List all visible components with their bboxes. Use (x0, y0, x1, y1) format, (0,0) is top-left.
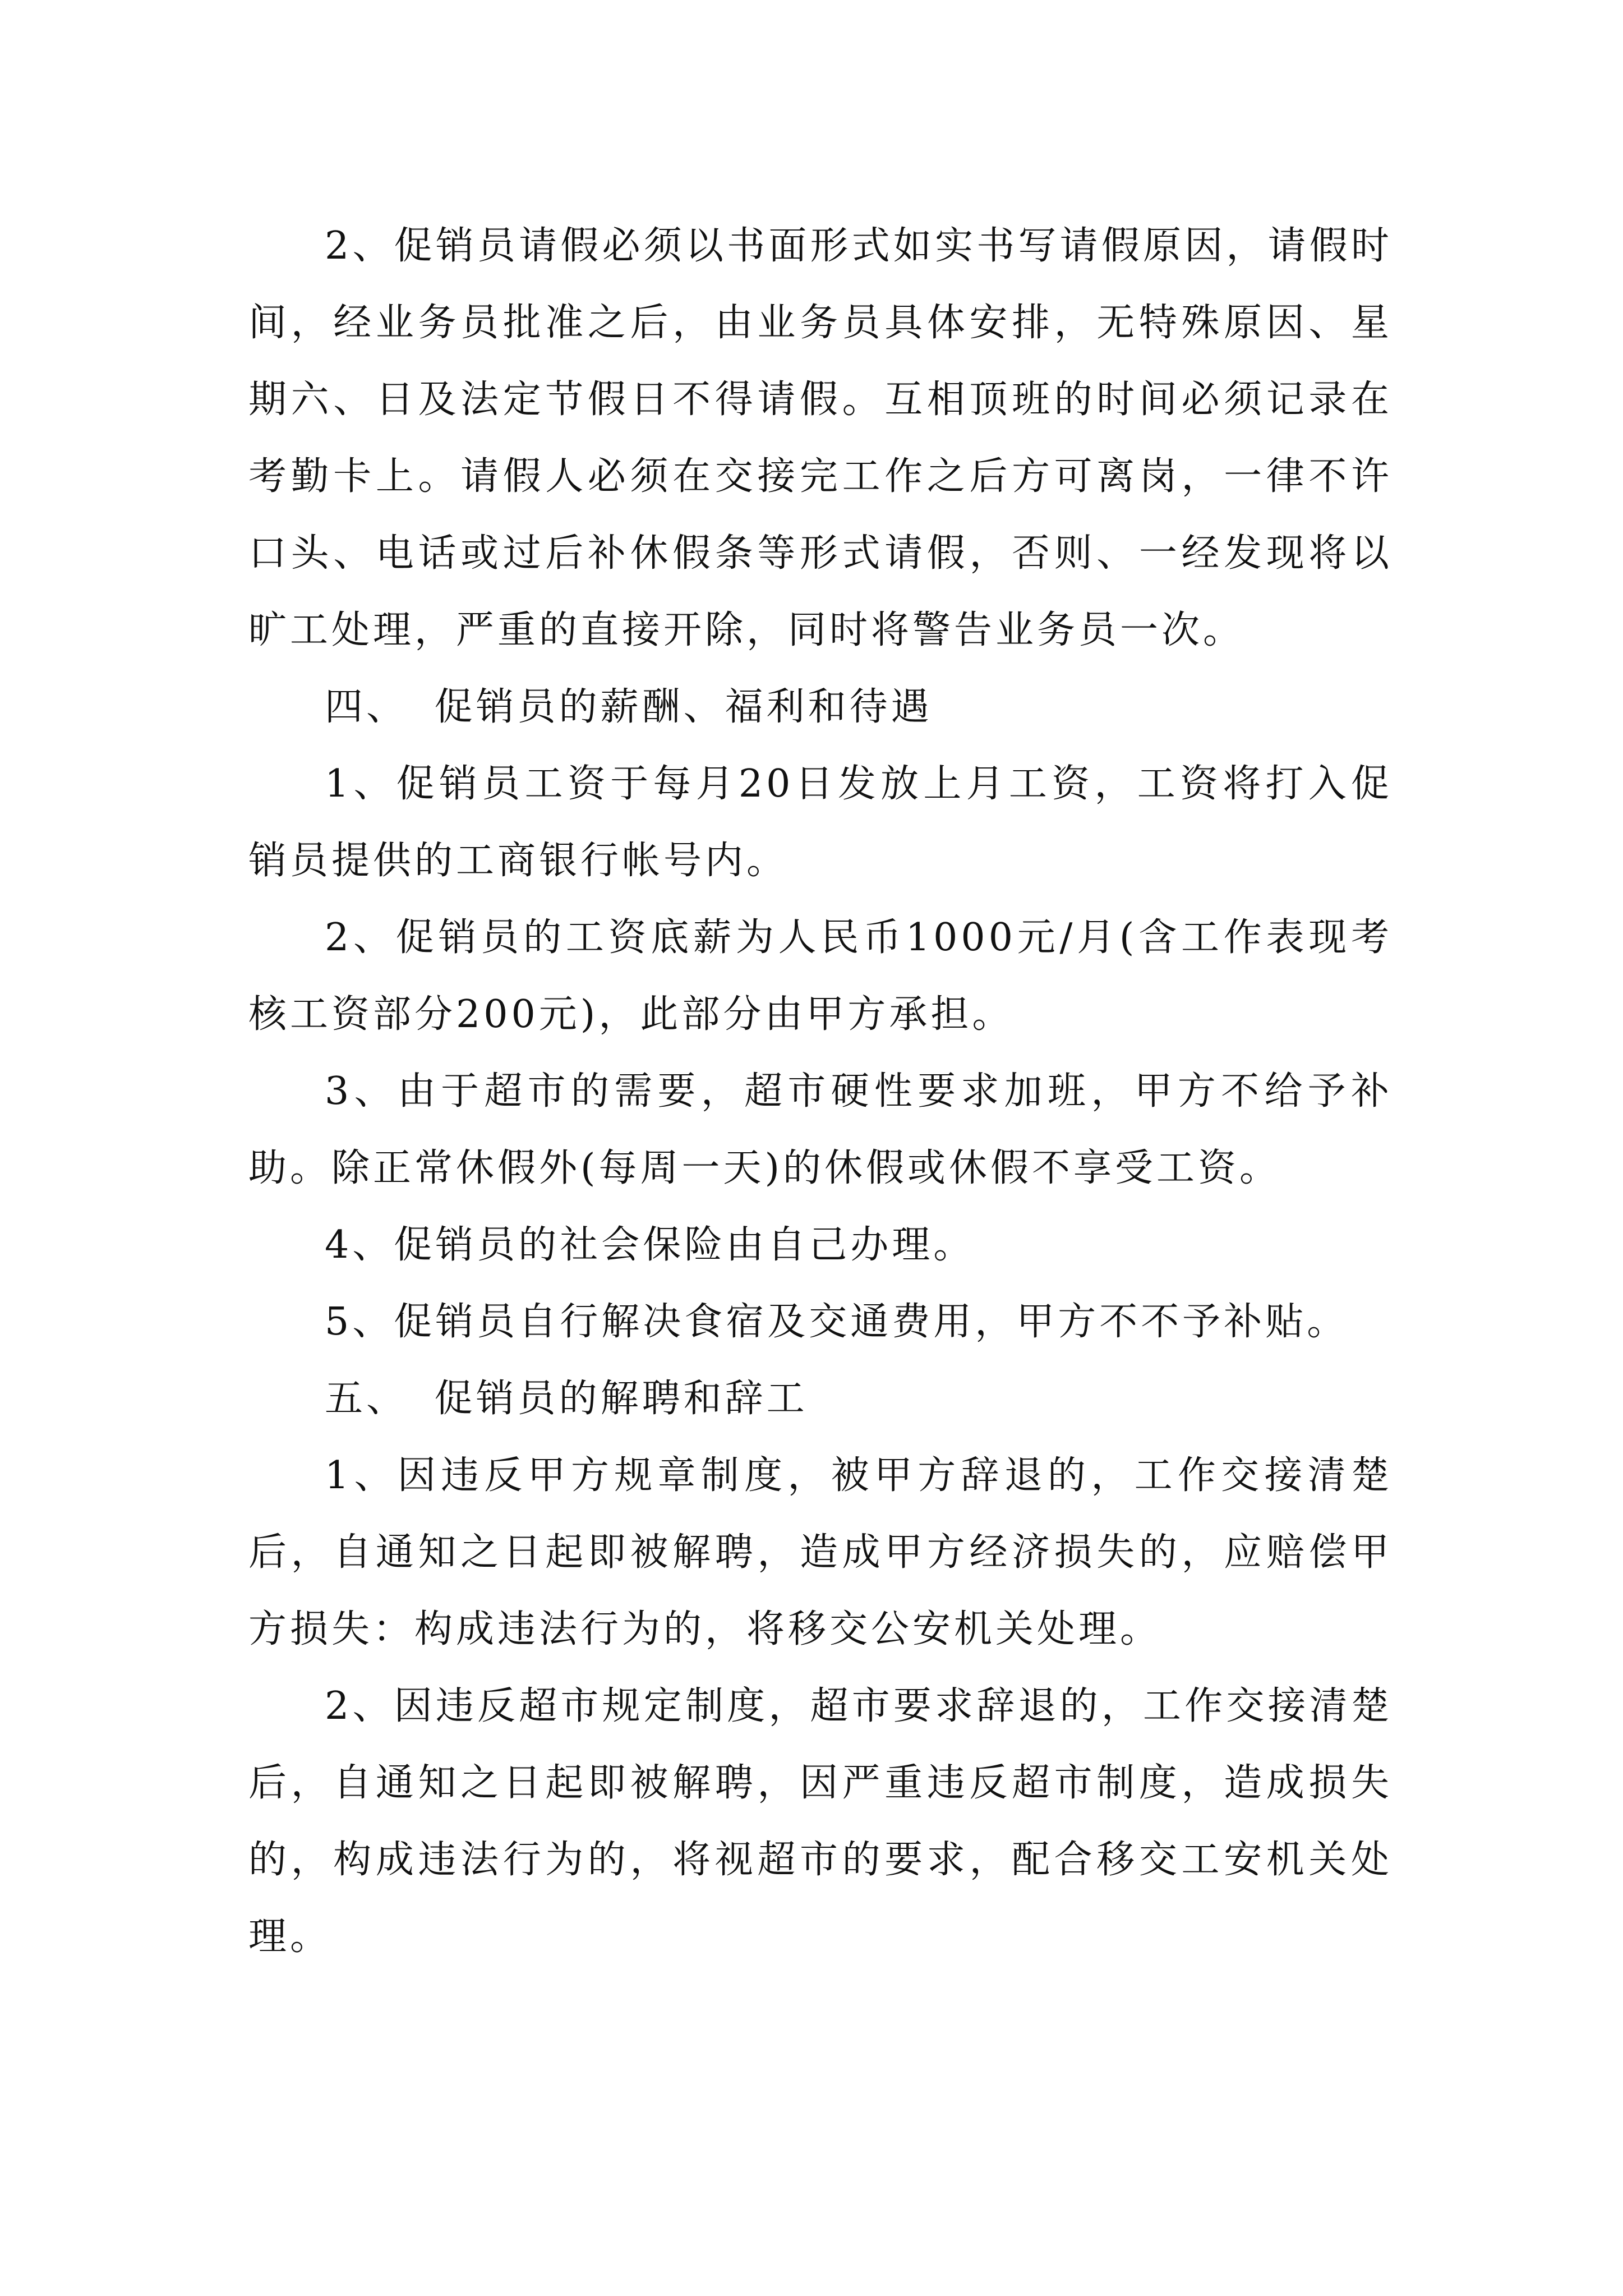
paragraph-dismissal-party-a: 1、因违反甲方规章制度，被甲方辞退的，工作交接清楚后，自通知之日起即被解聘，造成甲方经济损失的，应赔偿甲方损失：构成违法行为的，将移交公安机关处理。 (248, 1453, 1393, 1651)
paragraph-dismissal-supermarket: 2、因违反超市规定制度，超市要求辞退的，工作交接清楚后，自通知之日起即被解聘，因严重违反超市制度，造成损失的，构成违法行为的，将视超市的要求，配合移交工安机关处理。 (248, 1684, 1393, 1959)
paragraph-overtime: 3、由于超市的需要，超市硬性要求加班，甲方不给予补助。除正常休假外(每周一天)的休假或休假不享受工资。 (248, 1069, 1393, 1190)
paragraph-food-transport: 5、促销员自行解决食宿及交通费用，甲方不不予补贴。 (325, 1300, 1349, 1344)
document-body (248, 208, 1393, 1975)
paragraph-salary-payment: 1、促销员工资于每月20日发放上月工资，工资将打入促销员提供的工商银行帐号内。 (248, 762, 1393, 883)
paragraph-base-salary: 2、促销员的工资底薪为人民币1000元/月(含工作表现考核工资部分200元)，此部分由甲方承担。 (248, 915, 1393, 1037)
section-heading-salary-benefits: 四、 促销员的薪酬、福利和待遇 (325, 685, 933, 729)
section-heading-dismissal-resignation: 五、 促销员的解聘和辞工 (325, 1377, 808, 1421)
paragraph-leave-request: 2、促销员请假必须以书面形式如实书写请假原因，请假时间，经业务员批准之后，由业务员具体安排，无特殊原因、星期六、日及法定节假日不得请假。互相顶班的时间必须记录在考勤卡上。请假人必须在交接完工作之后方可离岗，一律不许口头、电话或过后补休假条等形式请假，否则、一经发现将以旷工处理，严重的直接开除，同时将警告业务员一次。 (248, 224, 1393, 652)
paragraph-social-insurance: 4、促销员的社会保险由自己办理。 (325, 1223, 975, 1267)
